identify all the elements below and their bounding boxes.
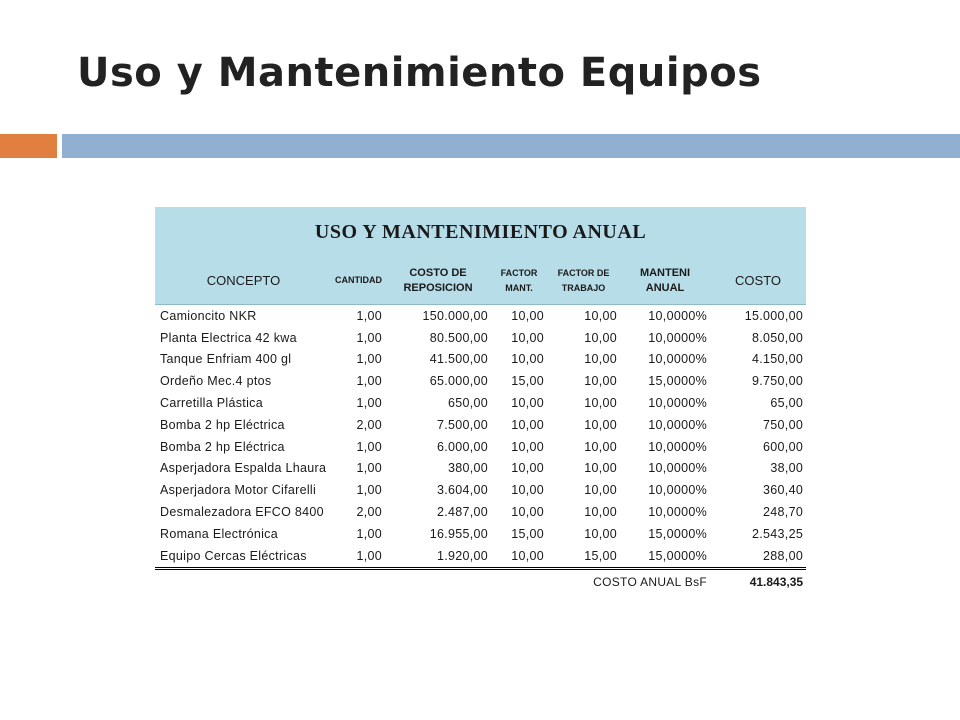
col-header-manteni-anual-line1: MANTENI xyxy=(639,266,691,279)
cell-factor-mant: 15,00 xyxy=(511,374,544,389)
cell-costo: 38,00 xyxy=(770,461,804,476)
cell-cantidad: 1,00 xyxy=(356,461,382,476)
table-banner: USO Y MANTENIMIENTO ANUAL xyxy=(155,207,806,257)
table-row xyxy=(155,392,806,414)
cell-factor-mant: 10,00 xyxy=(491,545,547,568)
cell-costo: 2.543,25 xyxy=(752,526,804,541)
cell-manteni-anual: 10,0000% xyxy=(648,396,707,411)
cell-concepto: Asperjadora Motor Cifarelli xyxy=(160,483,317,498)
col-header-costo-reposicion-line2: REPOSICION xyxy=(403,281,473,294)
cell-cantidad: 1,00 xyxy=(356,308,382,323)
cell-cantidad: 1,00 xyxy=(332,545,385,568)
cell-factor-trabajo: 10,00 xyxy=(584,483,617,498)
table-row xyxy=(155,545,806,568)
cell-costo: 4.150,00 xyxy=(752,352,804,367)
cell-costo-reposicion: 65.000,00 xyxy=(429,374,488,389)
slide-title: Uso y Mantenimiento Equipos xyxy=(77,50,762,96)
cell-costo: 65,00 xyxy=(770,396,804,411)
cell-cantidad: 1,00 xyxy=(356,374,382,389)
cell-cantidad: 1,00 xyxy=(356,483,382,498)
cell-costo-reposicion: 16.955,00 xyxy=(429,526,488,541)
cell-costo: 600,00 xyxy=(763,439,804,454)
col-header-concepto: CONCEPTO xyxy=(155,257,332,305)
cell-cantidad: 2,00 xyxy=(356,505,382,520)
col-header-manteni-anual-line2: ANUAL xyxy=(645,281,685,294)
cell-costo-reposicion: 2.487,00 xyxy=(436,505,488,520)
table-row xyxy=(155,458,806,480)
cell-costo: 8.050,00 xyxy=(752,330,804,345)
cell-concepto: Tanque Enfriam 400 gl xyxy=(160,352,292,367)
cell-concepto: Bomba 2 hp Eléctrica xyxy=(160,417,285,432)
col-header-factor-mant-line2: MANT. xyxy=(505,282,533,293)
table-row xyxy=(155,479,806,501)
cell-concepto: Romana Electrónica xyxy=(160,526,278,541)
cell-factor-trabajo: 15,00 xyxy=(547,545,620,568)
cell-factor-mant: 10,00 xyxy=(511,483,544,498)
cell-cantidad: 1,00 xyxy=(356,526,382,541)
cell-costo: 288,00 xyxy=(710,545,806,568)
maintenance-table xyxy=(155,207,806,594)
cell-cantidad: 2,00 xyxy=(356,417,382,432)
cell-factor-mant: 10,00 xyxy=(511,308,544,323)
cell-manteni-anual: 10,0000% xyxy=(648,439,707,454)
col-header-costo-reposicion xyxy=(385,257,491,305)
cell-costo: 360,40 xyxy=(763,483,804,498)
table-row xyxy=(155,414,806,436)
cell-costo-reposicion: 150.000,00 xyxy=(422,308,488,323)
table-row xyxy=(155,523,806,545)
cell-factor-mant: 10,00 xyxy=(511,461,544,476)
cell-costo: 750,00 xyxy=(763,417,804,432)
table-row xyxy=(155,305,806,327)
cell-factor-mant: 10,00 xyxy=(511,396,544,411)
cell-factor-trabajo: 10,00 xyxy=(584,526,617,541)
cell-costo-reposicion: 7.500,00 xyxy=(436,417,488,432)
total-row xyxy=(155,568,806,594)
cell-costo-reposicion: 380,00 xyxy=(447,461,488,476)
cell-concepto: Asperjadora Espalda Lhaura xyxy=(160,461,327,476)
cell-concepto: Desmalezadora EFCO 8400 xyxy=(160,505,324,520)
cell-manteni-anual: 15,0000% xyxy=(648,374,707,389)
cell-manteni-anual: 10,0000% xyxy=(648,330,707,345)
cell-costo-reposicion: 3.604,00 xyxy=(436,483,488,498)
col-header-costo-reposicion-line1: COSTO DE xyxy=(409,266,467,279)
cell-costo-reposicion: 80.500,00 xyxy=(429,330,488,345)
cell-costo-reposicion: 41.500,00 xyxy=(429,352,488,367)
cell-concepto: Carretilla Plástica xyxy=(160,396,263,411)
cell-concepto: Planta Electrica 42 kwa xyxy=(160,330,297,345)
accent-bar-blue xyxy=(62,134,960,158)
total-value: 41.843,35 xyxy=(749,574,804,589)
cell-factor-trabajo: 10,00 xyxy=(584,417,617,432)
cell-cantidad: 1,00 xyxy=(356,352,382,367)
cell-manteni-anual: 10,0000% xyxy=(648,483,707,498)
maintenance-table-container xyxy=(155,207,806,594)
col-header-factor-trabajo xyxy=(547,257,620,305)
col-header-factor-trabajo-line2: TRABAJO xyxy=(561,282,606,293)
cell-concepto: Equipo Cercas Eléctricas xyxy=(155,545,332,568)
cell-costo: 9.750,00 xyxy=(752,374,804,389)
cell-concepto: Bomba 2 hp Eléctrica xyxy=(160,439,285,454)
cell-cantidad: 1,00 xyxy=(356,396,382,411)
cell-manteni-anual: 10,0000% xyxy=(648,461,707,476)
cell-factor-mant: 10,00 xyxy=(511,352,544,367)
col-header-cantidad: CANTIDAD xyxy=(332,257,385,305)
total-label: COSTO ANUAL BsF xyxy=(593,574,707,589)
cell-manteni-anual: 15,0000% xyxy=(648,526,707,541)
cell-manteni-anual: 10,0000% xyxy=(648,505,707,520)
cell-cantidad: 1,00 xyxy=(356,330,382,345)
cell-factor-trabajo: 10,00 xyxy=(584,374,617,389)
cell-factor-trabajo: 10,00 xyxy=(584,505,617,520)
cell-factor-trabajo: 10,00 xyxy=(584,439,617,454)
accent-bar-orange xyxy=(0,134,57,158)
cell-manteni-anual: 15,0000% xyxy=(620,545,710,568)
cell-factor-mant: 10,00 xyxy=(511,330,544,345)
cell-manteni-anual: 10,0000% xyxy=(648,308,707,323)
cell-factor-mant: 10,00 xyxy=(511,439,544,454)
cell-manteni-anual: 10,0000% xyxy=(648,417,707,432)
cell-costo-reposicion: 1.920,00 xyxy=(385,545,491,568)
cell-manteni-anual: 10,0000% xyxy=(648,352,707,367)
col-header-factor-trabajo-line1: FACTOR DE xyxy=(557,267,610,278)
cell-concepto: Camioncito NKR xyxy=(160,308,257,323)
cell-factor-trabajo: 10,00 xyxy=(584,308,617,323)
col-header-manteni-anual xyxy=(620,257,710,305)
cell-costo: 15.000,00 xyxy=(744,308,804,323)
col-header-costo: COSTO xyxy=(710,257,806,305)
table-row xyxy=(155,436,806,458)
cell-factor-trabajo: 10,00 xyxy=(584,330,617,345)
cell-factor-trabajo: 10,00 xyxy=(584,461,617,476)
cell-factor-mant: 15,00 xyxy=(511,526,544,541)
table-row xyxy=(155,370,806,392)
cell-costo-reposicion: 6.000,00 xyxy=(436,439,488,454)
table-row xyxy=(155,501,806,523)
cell-factor-trabajo: 10,00 xyxy=(584,396,617,411)
table-header-row xyxy=(155,257,806,305)
cell-factor-mant: 10,00 xyxy=(511,505,544,520)
cell-costo-reposicion: 650,00 xyxy=(447,396,488,411)
col-header-factor-mant-line1: FACTOR xyxy=(500,267,538,278)
col-header-factor-mant xyxy=(491,257,547,305)
cell-costo: 248,70 xyxy=(763,505,804,520)
table-row xyxy=(155,327,806,349)
cell-factor-mant: 10,00 xyxy=(511,417,544,432)
cell-cantidad: 1,00 xyxy=(356,439,382,454)
cell-concepto: Ordeño Mec.4 ptos xyxy=(160,374,272,389)
cell-factor-trabajo: 10,00 xyxy=(584,352,617,367)
table-row xyxy=(155,349,806,371)
